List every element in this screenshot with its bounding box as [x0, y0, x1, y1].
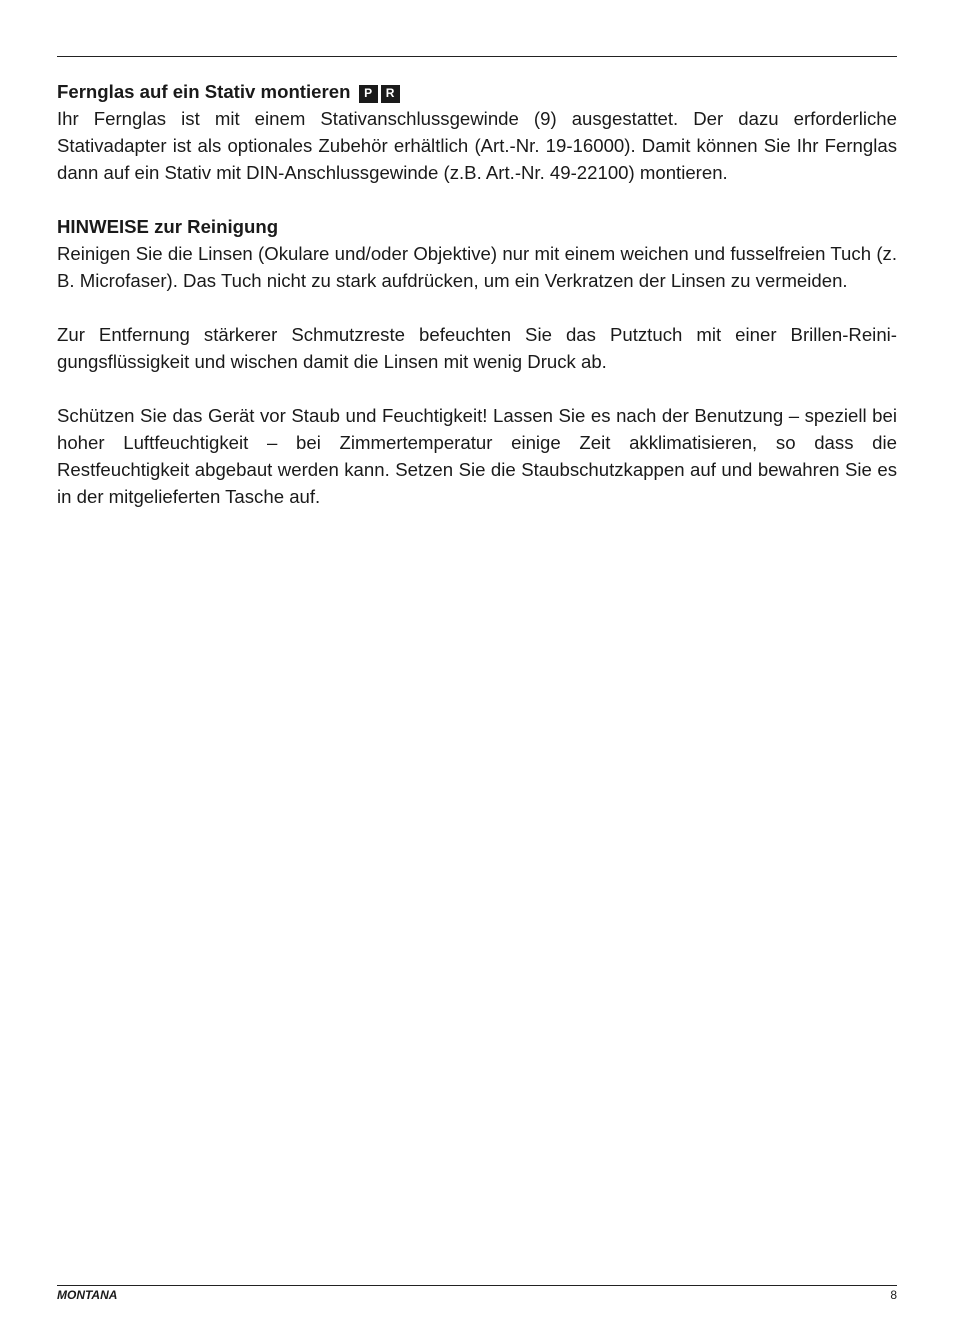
paragraph-tripod: Ihr Fernglas ist mit einem Stativanschlussgewinde (9) ausgestattet. Der dazu erforderliche Stativadapter ist als optionales Zubehör erhältlich (Art.-Nr. 19-16000). Damit können Sie Ihr Fernglas dann auf ein Stativ mit DIN-Anschlussgewinde (z.B. Art.-Nr. 49-22100) montieren. [57, 108, 897, 183]
paragraph-cleaning: Reinigen Sie die Linsen (Okulare und/oder Objektive) nur mit einem weichen und fusselfreien Tuch (z. B. Microfaser). Das Tuch nicht zu stark aufdrücken, um ein Verkratzen der Linsen zu vermeiden. [57, 243, 897, 291]
section-cleaning [57, 213, 897, 294]
paragraph-dirt-removal: Zur Entfernung stärkerer Schmutzreste befeuchten Sie das Putztuch mit einer Brillen-Reinigungsflüssigkeit und wischen damit die Linsen mit wenig Druck ab. [57, 324, 897, 372]
badge-r: R [381, 85, 400, 103]
section-heading-tripod [57, 78, 897, 105]
badge-p: P [359, 85, 378, 103]
paragraph-protection: Schützen Sie das Gerät vor Staub und Feuchtigkeit! Lassen Sie es nach der Benutzung – speziell bei hoher Luftfeuchtigkeit – bei Zimmertemperatur einige Zeit akklimatisieren, so dass die Restfeuchtigkeit abgebaut werden kann. Setzen Sie die Staubschutzkappen auf und bewahren Sie es in der mitgelieferten Tasche auf. [57, 405, 897, 507]
top-divider [57, 56, 897, 57]
section-heading-cleaning: HINWEISE zur Reinigung [57, 216, 279, 237]
page-content [57, 78, 897, 537]
footer-brand: MONTANA [57, 1288, 118, 1302]
section-protection [57, 402, 897, 510]
section-dirt-removal [57, 321, 897, 375]
heading-text-tripod: Fernglas auf ein Stativ montieren [57, 81, 351, 102]
page-number: 8 [890, 1288, 897, 1302]
footer-divider [57, 1285, 897, 1286]
section-tripod-mounting [57, 78, 897, 186]
